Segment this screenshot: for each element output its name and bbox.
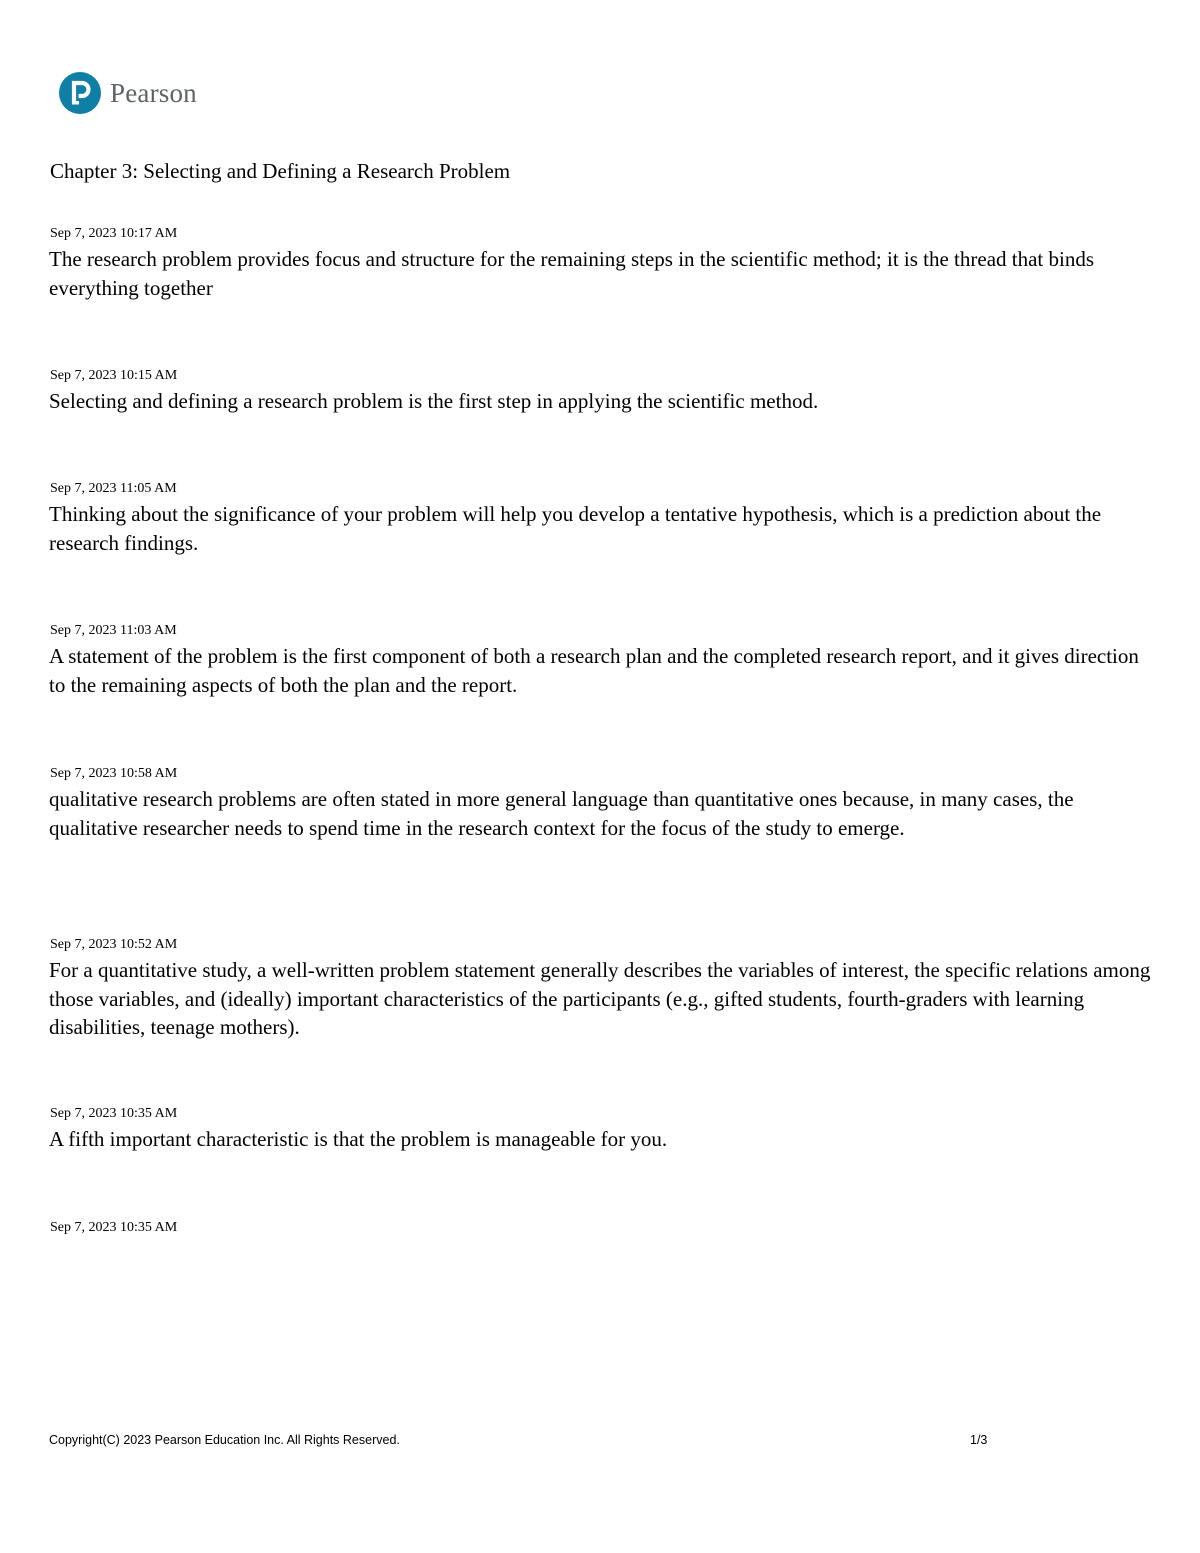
note-item — [49, 367, 1159, 416]
note-text: Selecting and defining a research problem is the first step in applying the scientific method. — [49, 389, 819, 413]
note-timestamp: Sep 7, 2023 10:35 AM — [50, 1220, 178, 1235]
note-text: A statement of the problem is the first component of both a research plan and the completed research report, and it gives direction to the remaining aspects of both the plan and the report. — [49, 644, 1139, 697]
note-text: Thinking about the significance of your problem will help you develop a tentative hypothesis, which is a prediction about the research findings. — [49, 502, 1102, 555]
note-text: For a quantitative study, a well-written problem statement generally describes the variables of interest, the specific relations among those variables, and (ideally) important characteristics of the participants (e.g., gifted students, fourth-graders with learning disabilities, teenage mothers). — [49, 958, 1151, 1039]
note-item — [49, 936, 1159, 1042]
pearson-wordmark: Pearson — [110, 77, 197, 108]
note-timestamp: Sep 7, 2023 11:03 AM — [50, 623, 177, 638]
note-timestamp: Sep 7, 2023 10:52 AM — [50, 937, 178, 952]
note-item — [49, 622, 1159, 699]
note-item — [49, 765, 1159, 842]
note-timestamp: Sep 7, 2023 10:17 AM — [50, 226, 178, 241]
note-item — [49, 1219, 1159, 1239]
pearson-logo — [59, 72, 197, 114]
pearson-logo-icon — [59, 72, 101, 114]
note-item — [49, 225, 1159, 302]
note-text: A fifth important characteristic is that the problem is manageable for you. — [49, 1127, 668, 1151]
note-timestamp: Sep 7, 2023 10:58 AM — [50, 766, 178, 781]
note-timestamp: Sep 7, 2023 11:05 AM — [50, 481, 177, 496]
note-item — [49, 1105, 1159, 1154]
note-item — [49, 480, 1159, 557]
note-timestamp: Sep 7, 2023 10:35 AM — [50, 1106, 178, 1121]
note-timestamp: Sep 7, 2023 10:15 AM — [50, 368, 178, 383]
page-title: Chapter 3: Selecting and Defining a Research Problem — [50, 159, 511, 183]
note-text: The research problem provides focus and structure for the remaining steps in the scientific method; it is the thread that binds everything together — [49, 247, 1095, 300]
copyright-footer: Copyright(C) 2023 Pearson Education Inc. All Rights Reserved. — [49, 1433, 400, 1447]
note-text: qualitative research problems are often stated in more general language than quantitative ones because, in many cases, the qualitative researcher needs to spend time in the research context for the focus of the study to emerge. — [49, 787, 1074, 840]
page-number: 1/3 — [970, 1433, 988, 1447]
